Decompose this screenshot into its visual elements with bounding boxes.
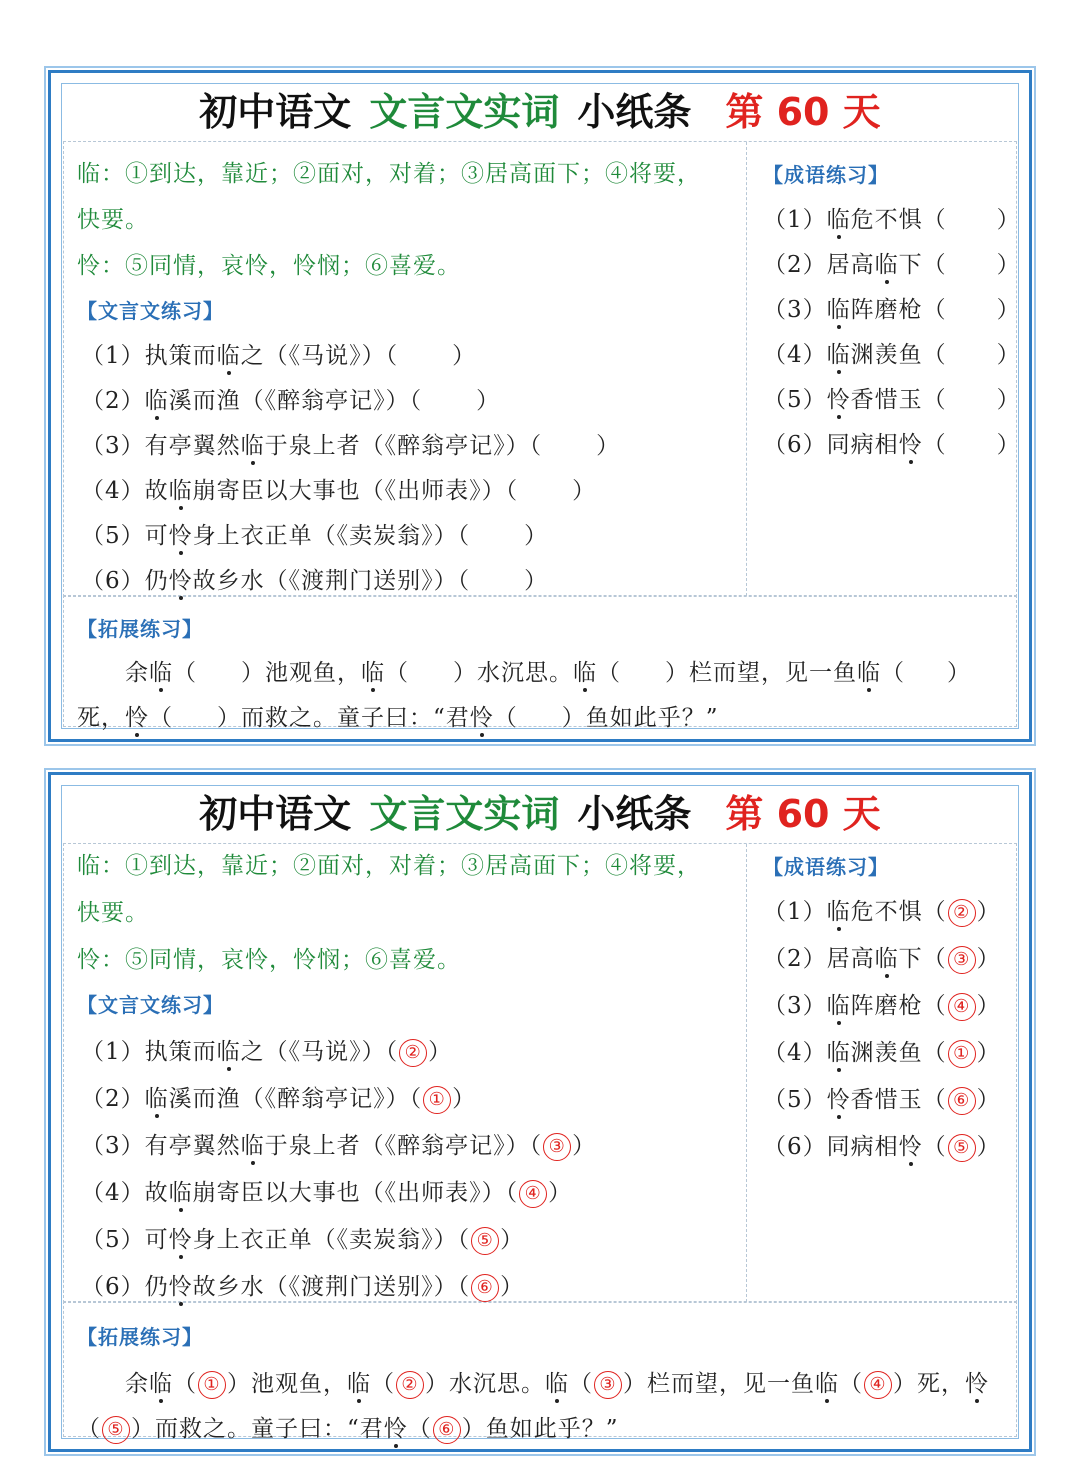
title-topic: 文言文实词 — [369, 792, 560, 836]
answer-mark: ④ — [864, 1371, 892, 1399]
chengyu-item: （3）临阵磨枪（ ④ ） — [763, 993, 1001, 1019]
answer-mark: ① — [948, 1040, 976, 1068]
wenyan-item: （6）仍怜故乡水（《渡荆门送别》）（ ⑥ ） — [81, 1274, 525, 1300]
title-subject: 初中语文 — [199, 792, 352, 836]
title-type: 小纸条 — [577, 792, 692, 836]
chengyu-item: （1）临危不惧（ ） — [763, 207, 1021, 233]
wenyan-item: （6）仍怜故乡水（《渡荆门送别》）（ ） — [81, 568, 549, 594]
title-day: 第 60 天 — [725, 792, 881, 836]
answer-mark: ⑥ — [433, 1416, 461, 1444]
chengyu-item: （6）同病相怜（ ⑤ ） — [763, 1134, 1001, 1160]
answer-mark: ② — [948, 899, 976, 927]
worksheet-blank — [48, 70, 1032, 742]
worksheet-answers — [48, 772, 1032, 1452]
answer-mark: ⑤ — [102, 1416, 130, 1444]
wenyan-item: （2）临溪而渔（《醉翁亭记》）（ ） — [81, 388, 501, 414]
heading-wenyan: 【文言文练习】 — [77, 299, 224, 323]
answer-mark: ④ — [519, 1180, 547, 1208]
wenyan-item: （4）故临崩寄臣以大事也（《出师表》）（ ） — [81, 478, 597, 504]
definition-lin: 临：①到达，靠近；②面对，对着；③居高面下；④将要， — [77, 853, 701, 879]
answer-mark: ③ — [594, 1371, 622, 1399]
definition-lin: 临：①到达，靠近；②面对，对着；③居高面下；④将要， — [77, 161, 701, 187]
chengyu-item: （2）居高临下（ ） — [763, 252, 1021, 278]
page-title — [51, 83, 1029, 141]
answer-mark: ② — [396, 1371, 424, 1399]
page-title — [51, 785, 1029, 843]
definition-lin-cont: 快要。 — [77, 900, 149, 926]
title-type: 小纸条 — [577, 90, 692, 134]
chengyu-item: （5）怜香惜玉（ ⑥ ） — [763, 1087, 1001, 1113]
heading-chengyu: 【成语练习】 — [763, 855, 889, 879]
answer-mark: ③ — [543, 1133, 571, 1161]
chengyu-item: （3）临阵磨枪（ ） — [763, 297, 1021, 323]
chengyu-item: （5）怜香惜玉（ ） — [763, 387, 1021, 413]
wenyan-item: （5）可怜身上衣正单（《卖炭翁》）（ ⑤ ） — [81, 1227, 525, 1253]
heading-chengyu: 【成语练习】 — [763, 163, 889, 187]
answer-mark: ③ — [948, 946, 976, 974]
wenyan-item: （4）故临崩寄臣以大事也（《出师表》）（ ④ ） — [81, 1180, 573, 1206]
heading-wenyan: 【文言文练习】 — [77, 993, 224, 1017]
extension-line-1: 余临（ ① ）池观鱼，临（ ② ）水沉思。临（ ③ ）栏而望，见一鱼临（ ④ ）死，怜 — [125, 1371, 989, 1397]
wenyan-item: （3）有亭翼然临于泉上者（《醉翁亭记》）（ ③ ） — [81, 1133, 597, 1159]
chengyu-item: （4）临渊羡鱼（ ） — [763, 342, 1021, 368]
chengyu-item: （2）居高临下（ ③ ） — [763, 946, 1001, 972]
heading-tuozhan: 【拓展练习】 — [77, 1325, 203, 1349]
extension-line-1: 余临（ ）池观鱼，临（ ）水沉思。临（ ）栏而望，见一鱼临（ ） — [125, 660, 971, 686]
column-divider — [746, 844, 747, 1302]
answer-mark: ② — [399, 1039, 427, 1067]
definition-lian: 怜：⑤同情，哀怜，怜悯；⑥喜爱。 — [77, 947, 461, 973]
chengyu-item: （6）同病相怜（ ） — [763, 432, 1021, 458]
wenyan-item: （5）可怜身上衣正单（《卖炭翁》）（ ） — [81, 523, 549, 549]
title-subject: 初中语文 — [199, 90, 352, 134]
answer-mark: ① — [198, 1371, 226, 1399]
wenyan-item: （3）有亭翼然临于泉上者（《醉翁亭记》）（ ） — [81, 433, 621, 459]
answer-mark: ⑤ — [948, 1134, 976, 1162]
wenyan-item: （2）临溪而渔（《醉翁亭记》）（ ① ） — [81, 1086, 477, 1112]
answer-mark: ⑥ — [948, 1087, 976, 1115]
wenyan-item: （1）执策而临之（《马说》）（ ） — [81, 343, 477, 369]
title-day: 第 60 天 — [725, 90, 881, 134]
extension-line-2: （ ⑤ ）而救之。童子曰：“君怜（ ⑥ ）鱼如此乎？” — [77, 1416, 619, 1442]
column-divider — [746, 142, 747, 596]
chengyu-item: （1）临危不惧（ ② ） — [763, 899, 1001, 925]
extension-line-2: 死，怜（ ）而救之。童子曰：“君怜（ ）鱼如此乎？” — [77, 705, 719, 731]
answer-mark: ④ — [948, 993, 976, 1021]
heading-tuozhan: 【拓展练习】 — [77, 617, 203, 641]
title-topic: 文言文实词 — [369, 90, 560, 134]
answer-mark: ⑤ — [471, 1227, 499, 1255]
wenyan-item: （1）执策而临之（《马说》）（ ② ） — [81, 1039, 453, 1065]
chengyu-item: （4）临渊羡鱼（ ① ） — [763, 1040, 1001, 1066]
definition-lian: 怜：⑤同情，哀怜，怜悯；⑥喜爱。 — [77, 253, 461, 279]
answer-mark: ① — [423, 1086, 451, 1114]
answer-mark: ⑥ — [471, 1274, 499, 1302]
definition-lin-cont: 快要。 — [77, 207, 149, 233]
